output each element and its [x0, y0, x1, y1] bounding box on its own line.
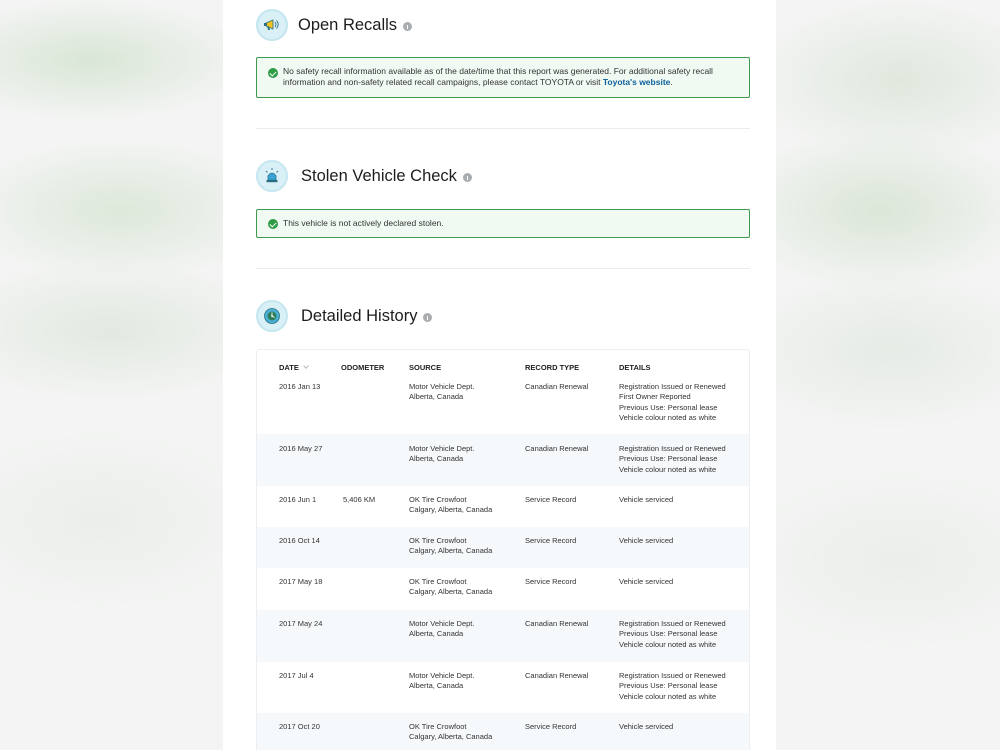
- section-divider: [256, 268, 750, 269]
- row-record-type: Canadian Renewal: [525, 444, 589, 453]
- toyota-website-link[interactable]: Toyota's website: [602, 77, 671, 87]
- table-row: [257, 662, 750, 713]
- column-header-record-type[interactable]: RECORD TYPE: [525, 363, 580, 372]
- odometer-icon: [256, 300, 288, 332]
- detail-line: Vehicle colour noted as white: [619, 691, 717, 701]
- source-name: OK Tire Crowfoot: [409, 722, 467, 731]
- source-location: Calgary, Alberta, Canada: [409, 587, 493, 597]
- detail-line: Vehicle colour noted as white: [619, 464, 717, 474]
- info-icon[interactable]: [423, 313, 432, 322]
- chevron-down-icon: [303, 363, 309, 369]
- row-details: [619, 722, 749, 732]
- detail-line: Vehicle serviced: [619, 495, 674, 504]
- detail-line: Registration Issued or Renewed: [619, 671, 726, 680]
- row-source: [409, 722, 519, 743]
- row-record-type: Service Record: [525, 495, 577, 504]
- row-source: [409, 671, 519, 692]
- column-header-date[interactable]: [279, 363, 308, 372]
- row-details: [619, 382, 749, 423]
- row-record-type: Canadian Renewal: [525, 619, 589, 628]
- source-location: Alberta, Canada: [409, 392, 464, 402]
- table-row: [257, 568, 750, 610]
- recalls-alert: [256, 57, 750, 98]
- row-odometer: 5,406 KM: [343, 495, 376, 504]
- source-location: Calgary, Alberta, Canada: [409, 546, 493, 556]
- row-details: [619, 619, 749, 650]
- detail-line: Vehicle serviced: [619, 722, 674, 731]
- detail-line: Registration Issued or Renewed: [619, 382, 726, 391]
- stolen-alert: [256, 209, 750, 238]
- row-record-type: Service Record: [525, 536, 577, 545]
- recalls-message: No safety recall information available as of the date/time that this report was generated. For additional safety recall information and non-safety related recall campaigns, please contact TOYOTA or visit: [283, 66, 713, 87]
- row-source: [409, 577, 519, 598]
- history-table: [256, 349, 750, 750]
- section-title: Stolen Vehicle Check: [301, 166, 457, 185]
- section-title: Detailed History: [301, 306, 418, 325]
- row-details: [619, 444, 749, 475]
- row-date: 2016 May 27: [279, 444, 323, 453]
- row-date: 2017 Oct 20: [279, 722, 320, 731]
- row-record-type: Service Record: [525, 722, 577, 731]
- detail-line: Registration Issued or Renewed: [619, 619, 726, 628]
- detail-line: Previous Use: Personal lease: [619, 681, 718, 691]
- source-name: Motor Vehicle Dept.: [409, 671, 475, 680]
- detail-line: Vehicle colour noted as white: [619, 639, 717, 649]
- detail-line: First Owner Reported: [619, 392, 691, 402]
- row-record-type: Canadian Renewal: [525, 671, 589, 680]
- source-name: Motor Vehicle Dept.: [409, 382, 475, 391]
- detail-line: Registration Issued or Renewed: [619, 444, 726, 453]
- stolen-check-header: [256, 160, 472, 192]
- source-name: OK Tire Crowfoot: [409, 495, 467, 504]
- row-source: [409, 444, 519, 465]
- source-name: OK Tire Crowfoot: [409, 577, 467, 586]
- open-recalls-header: [256, 9, 412, 41]
- source-name: Motor Vehicle Dept.: [409, 444, 475, 453]
- row-details: [619, 671, 749, 702]
- row-date: 2017 Jul 4: [279, 671, 314, 680]
- stolen-message: This vehicle is not actively declared stolen.: [283, 218, 444, 228]
- table-row: [257, 382, 750, 434]
- column-header-details[interactable]: DETAILS: [619, 363, 651, 372]
- source-name: Motor Vehicle Dept.: [409, 619, 475, 628]
- source-location: Alberta, Canada: [409, 629, 464, 639]
- row-date: 2017 May 18: [279, 577, 323, 586]
- report-page: [223, 0, 776, 750]
- table-header: [257, 350, 750, 382]
- check-circle-icon: [268, 219, 278, 229]
- row-source: [409, 619, 519, 640]
- detailed-history-header: [256, 300, 432, 332]
- column-header-label: DATE: [279, 363, 299, 372]
- detail-line: Previous Use: Personal lease: [619, 454, 718, 464]
- column-header-source[interactable]: SOURCE: [409, 363, 442, 372]
- siren-icon: [256, 160, 288, 192]
- source-location: Calgary, Alberta, Canada: [409, 505, 493, 515]
- section-divider: [256, 128, 750, 129]
- row-date: 2017 May 24: [279, 619, 323, 628]
- table-row: [257, 713, 750, 750]
- row-details: [619, 536, 749, 546]
- megaphone-icon: [256, 9, 288, 41]
- row-details: [619, 577, 749, 587]
- table-row: [257, 486, 750, 527]
- detail-line: Previous Use: Personal lease: [619, 629, 718, 639]
- detail-line: Vehicle colour noted as white: [619, 412, 717, 422]
- row-source: [409, 536, 519, 557]
- table-row: [257, 610, 750, 662]
- source-location: Calgary, Alberta, Canada: [409, 732, 493, 742]
- info-icon[interactable]: [403, 22, 412, 31]
- row-record-type: Service Record: [525, 577, 577, 586]
- detail-line: Vehicle serviced: [619, 577, 674, 586]
- check-circle-icon: [268, 68, 278, 78]
- source-location: Alberta, Canada: [409, 681, 464, 691]
- section-title: Open Recalls: [298, 15, 398, 34]
- row-source: [409, 495, 519, 516]
- detail-line: Previous Use: Personal lease: [619, 402, 718, 412]
- row-details: [619, 495, 749, 505]
- table-row: [257, 434, 750, 486]
- info-icon[interactable]: [463, 173, 472, 182]
- source-location: Alberta, Canada: [409, 454, 464, 464]
- row-date: 2016 Jun 1: [279, 495, 317, 504]
- row-record-type: Canadian Renewal: [525, 382, 589, 391]
- table-row: [257, 527, 750, 568]
- column-header-odometer[interactable]: ODOMETER: [341, 363, 385, 372]
- row-date: 2016 Jan 13: [279, 382, 321, 391]
- row-date: 2016 Oct 14: [279, 536, 320, 545]
- source-name: OK Tire Crowfoot: [409, 536, 467, 545]
- recalls-message-suffix: .: [670, 77, 673, 87]
- detail-line: Vehicle serviced: [619, 536, 674, 545]
- row-source: [409, 382, 519, 403]
